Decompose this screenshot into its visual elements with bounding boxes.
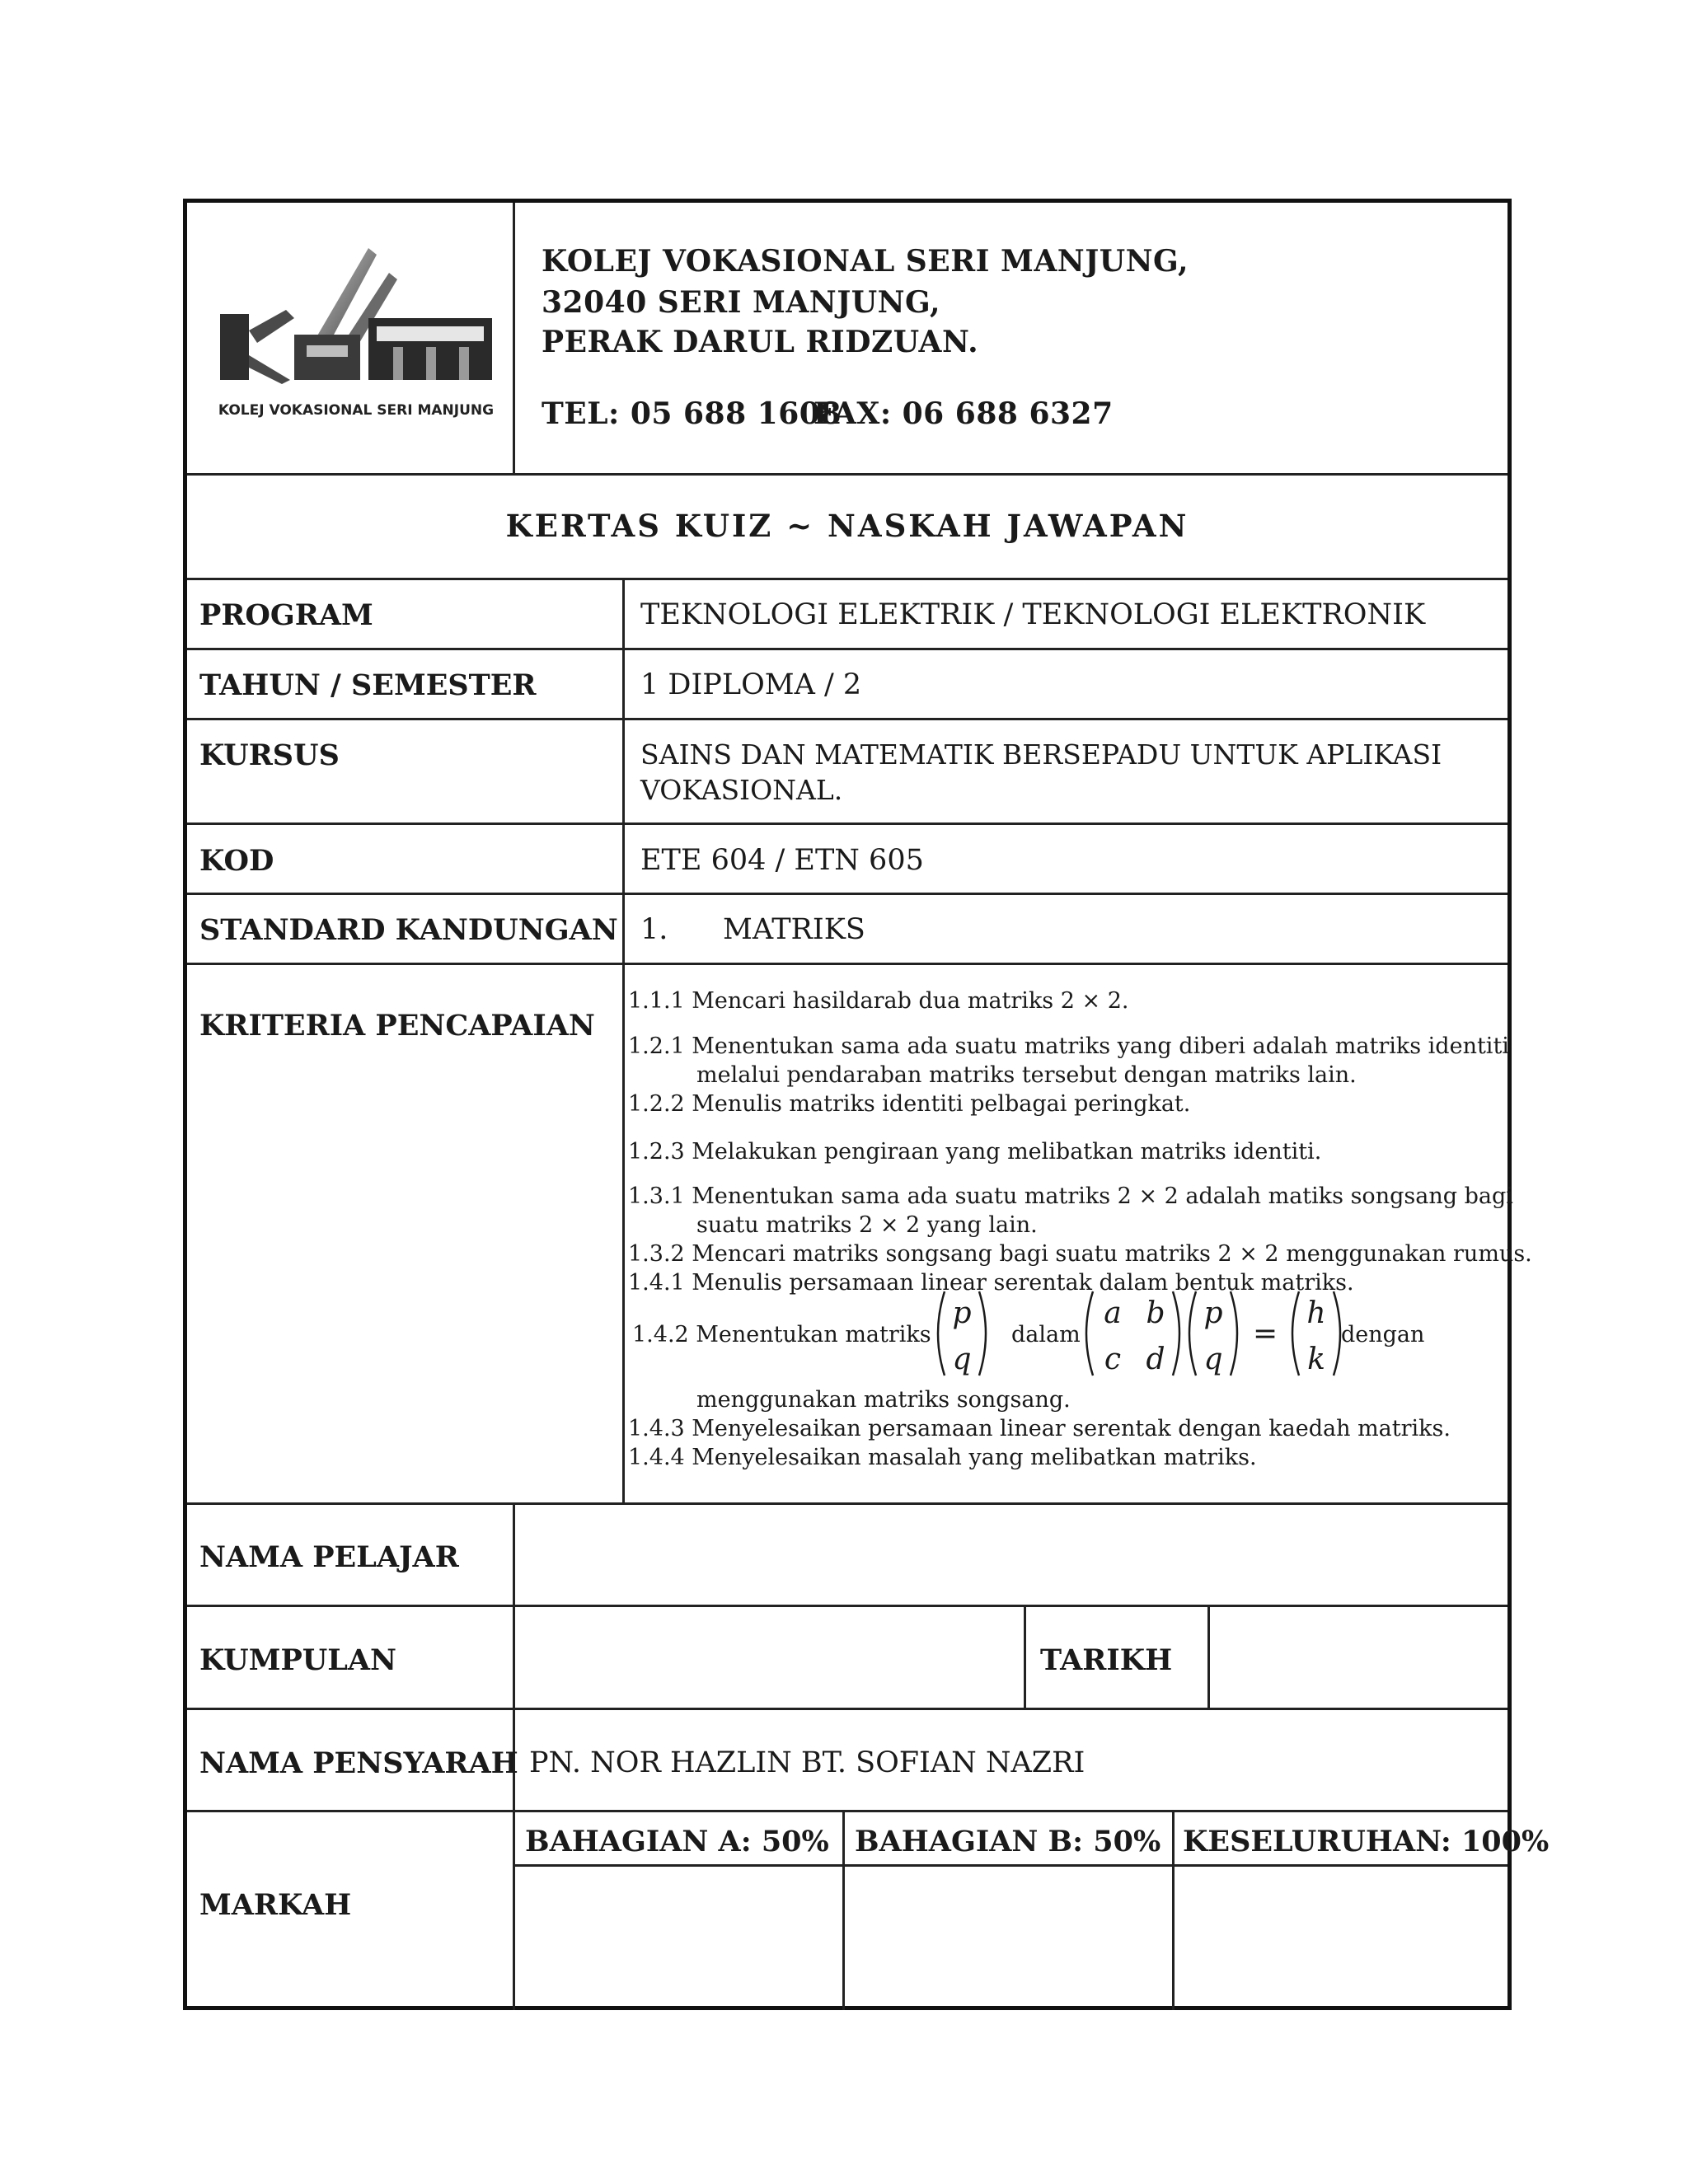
bahagian-b-header: BAHAGIAN B: 50% [855,1825,1161,1858]
criterion-1-3-1-cont: suatu matriks 2 × 2 yang lain. [696,1212,1038,1238]
criterion-1-4-2-dalam: dalam [1011,1322,1081,1347]
address-line-3: PERAK DARUL RIDZUAN. [542,325,979,359]
svg-text:a: a [1104,1296,1122,1330]
svg-text:c: c [1104,1343,1122,1376]
standard-value: MATRIKS [723,913,865,946]
criterion-1-4-4: 1.4.4 Menyelesaikan masalah yang melibatkan matriks. [628,1445,1257,1470]
address-line-1: KOLEJ VOKASIONAL SERI MANJUNG, [542,244,1189,279]
address-line-2: 32040 SERI MANJUNG, [542,285,941,320]
criterion-1-4-2: 1.4.2 Menentukan matriks [632,1322,931,1347]
criterion-1-3-2: 1.3.2 Mencari matriks songsang bagi suatu matriks 2 × 2 menggunakan rumus. [628,1241,1532,1267]
svg-text:h: h [1306,1296,1326,1330]
criterion-1-4-1: 1.4.1 Menulis persamaan linear serentak dalam bentuk matriks. [628,1270,1354,1296]
criterion-1-4-3: 1.4.3 Menyelesaikan persamaan linear serentak dengan kaedah matriks. [628,1416,1451,1441]
standard-number: 1. [640,913,668,946]
svg-text:p: p [1203,1296,1223,1330]
criterion-1-2-1: 1.2.1 Menentukan sama ada suatu matriks yang diberi adalah matriks identiti [628,1033,1509,1059]
svg-text:b: b [1146,1296,1165,1330]
quiz-cover-sheet [183,199,1550,2010]
kursus-label: KURSUS [199,738,340,772]
matrix-x [933,1288,991,1382]
kriteria-label: KRITERIA PENCAPAIAN [199,1009,595,1043]
svg-text:d: d [1146,1343,1165,1376]
criterion-1-2-2: 1.2.2 Menulis matriks identiti pelbagai peringkat. [628,1091,1191,1117]
matrix-x-repeat [1184,1288,1242,1382]
equals-sign: = [1253,1317,1278,1351]
criterion-1-3-1: 1.3.1 Menentukan sama ada suatu matriks 2 × 2 adalah matiks songsang bagi [628,1183,1513,1209]
college-logo [212,240,500,429]
svg-text:q: q [952,1343,972,1376]
bahagian-a-header: BAHAGIAN A: 50% [525,1825,829,1858]
tarikh-label: TARIKH [1040,1643,1173,1677]
program-value: TEKNOLOGI ELEKTRIK / TEKNOLOGI ELEKTRONIK [640,598,1426,631]
kod-value: ETE 604 / ETN 605 [640,844,924,877]
nama-pensyarah-label: NAMA PENSYARAH [199,1746,518,1780]
kumpulan-label: KUMPULAN [199,1643,397,1677]
matrix-coefficients [1081,1288,1184,1382]
kod-label: KOD [199,844,274,878]
criterion-1-4-2-dengan: dengan [1341,1322,1425,1347]
criterion-1-4-2-cont: menggunakan matriks songsang. [696,1387,1071,1413]
markah-label: MARKAH [199,1888,352,1922]
nama-pelajar-label: NAMA PELAJAR [199,1540,459,1574]
program-label: PROGRAM [199,598,373,632]
logo-text: KOLEJ VOKASIONAL SERI MANJUNG [218,402,495,419]
nama-pensyarah-value: PN. NOR HAZLIN BT. SOFIAN NAZRI [529,1746,1085,1779]
svg-text:p: p [952,1296,972,1330]
criterion-1-2-1-cont: melalui pendaraban matriks tersebut dengan matriks lain. [696,1062,1357,1088]
fax: FAX: 06 688 6327 [814,396,1114,431]
page-title: KERTAS KUIZ ~ NASKAH JAWAPAN [505,508,1189,544]
kursus-value-line-1: SAINS DAN MATEMATIK BERSEPADU UNTUK APLIKASI [640,738,1442,771]
svg-text:k: k [1307,1343,1325,1376]
keseluruhan-header: KESELURUHAN: 100% [1183,1825,1550,1858]
criterion-1-2-3: 1.2.3 Melakukan pengiraan yang melibatkan matriks identiti. [628,1139,1322,1165]
criterion-1-1-1: 1.1.1 Mencari hasildarab dua matriks 2 × 2. [628,988,1129,1014]
kursus-value-line-2: VOKASIONAL. [640,774,843,806]
matrix-constants [1287,1288,1345,1382]
standard-label: STANDARD KANDUNGAN [199,913,618,947]
tahun-label: TAHUN / SEMESTER [199,668,537,702]
svg-text:q: q [1203,1343,1223,1376]
telephone: TEL: 05 688 1608 [542,396,842,431]
tahun-value: 1 DIPLOMA / 2 [640,668,862,701]
